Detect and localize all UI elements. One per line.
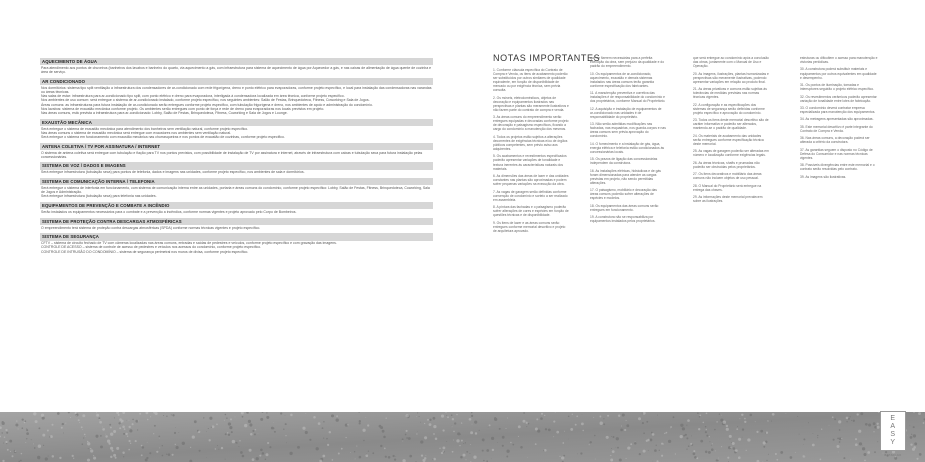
note-paragraph: 39. As imagens são ilustrativas. (800, 174, 847, 179)
note-paragraph: 38. Possíveis divergências entre este memorial e o contrato serão resolvidas pelo contrato. (800, 163, 875, 172)
section-paragraph: O empreendimento terá sistema de proteção contra descargas atmosféricas (SPDA) conforme normas técnicas vigentes e projeto específico. (41, 225, 261, 230)
note-paragraph: 32. Os revestimentos cerâmicos poderão apresentar variação de tonalidade entre lotes de fabricação. (800, 94, 877, 103)
note-paragraph: 34. As metragens apresentadas são aproximadas. (800, 117, 874, 122)
note-paragraph: 6. As dimensões das áreas de lazer e das unidades constantes nas plantas são aproximadas e podem sofrer pequenas variações na execução da obra. (493, 173, 569, 187)
logo-letter: S (890, 431, 896, 438)
section-heading: ANTENA COLETIVA / TV POR ASSINATURA / INTERNET (40, 143, 433, 150)
section-paragraph: Nos ambientes de uso comum: será entregue o sistema de ar-condicionado instalado, conforme projeto específico, nos seguintes ambientes: Salão de Festas, Brinquedoteca, Fitness, Coworking e Sala de Jogos. (41, 98, 370, 103)
section-paragraph: O sistema de antena coletiva será entregue com tubulação e fiação para TV nos pontos previstos, com possibilidade de instalação de TV por assinatura e internet, através de infraestrutura com caixas e tubulação seca para futura instalação pelas concessionárias. (41, 150, 423, 159)
section-heading: SISTEMA DE PROTEÇÃO CONTRA DESCARGAS ATMOSFÉRICAS (40, 218, 433, 225)
section-body (40, 209, 433, 215)
note-paragraph: 3. As áreas comuns do empreendimento serão entregues equipadas e decoradas conforme projeto de decoração e paisagismo específicos, ficando a cargo do condomínio a manutenção dos mesmos. (493, 115, 569, 132)
note-paragraph: 23. Todos os itens deste memorial descritivo são de caráter informativo e poderão ser alterados, mantendo-se o padrão de qualidade. (693, 118, 769, 131)
note-paragraph: 24. Os materiais de acabamento das unidades serão entregues conforme especificação técnica deste memorial. (693, 133, 764, 146)
notes-column-3 (693, 56, 769, 207)
section-paragraph: Será entregue o sistema de interfonia em funcionamento, com sistema de comunicação interna entre as unidades, portaria e áreas comuns do condomínio, conforme projeto específico: Lobby, Salão de Festas, Fitness, Brinquedoteca, Coworking, Sala de Jogos e Administração. (41, 186, 430, 195)
note-paragraph: 9. Os itens de lazer e as áreas comuns serão entregues conforme memorial descritivo e projeto de arquitetura aprovado. (493, 220, 566, 233)
section-paragraph: Áreas comuns: as infraestruturas para futura instalação de ar-condicionado serão entregues conforme projeto específico, com tubulação frigorígena e dreno, nos ambientes de apoio e administração do condomínio. (41, 102, 373, 107)
section-heading: AR CONDICIONADO (40, 78, 433, 85)
section-paragraph: Para atendimento aos pontos de chuveiros (banheiros dos lavabos e banheiro do quarto, via aquecimento a gás, com infraestrutura para sistema de aquecimento de água por Aquecedor a gás, e nas caixas de alimentação de água quente de cozinha e área de serviço. (41, 66, 432, 75)
section-heading: AQUECIMENTO DE ÁGUA (40, 58, 433, 65)
note-paragraph: 14. O fornecimento e a instalação de gás, água, energia elétrica e telefonia estão condicionados às concessionárias locais. (590, 141, 665, 154)
notes-column-4 (800, 56, 878, 182)
section-body (40, 65, 433, 75)
logo-subtitle: BOTAFOGO (884, 454, 902, 457)
notes-column-2 (590, 56, 666, 227)
logo-letter: A (890, 423, 896, 430)
stone-texture-pattern (0, 412, 925, 462)
section-body (40, 85, 433, 116)
note-paragraph: 36. Nas áreas comuns, a decoração poderá ser alterada a critério da construtora. (800, 136, 870, 145)
note-paragraph: 31. Os pontos de iluminação, tomadas e interruptores seguirão o projeto elétrico específico. (800, 83, 875, 92)
note-paragraph: 4. Todos os projetos estão sujeitos a alterações decorrentes de exigências técnicas e/ou de órgãos públicos competentes, sem prévio aviso aos adquirentes. (493, 134, 568, 151)
section-paragraph: Será entregue infraestrutura (tubulação seca) para pontos de telefonia, dados e imagens nas unidades, conforme projeto específico, nos ambientes de sala e dormitórios. (41, 170, 305, 175)
section-paragraph: Nos dormitórios: sistema tipo split ventilação a infraestrutura dos condensadores de ar-condicionado com rede frigorígena, dreno e ponto elétrico para evaporadoras, conforme projeto específico, e local para instalação das condensadoras nas varandas ou áreas técnicas. (41, 85, 432, 94)
section-heading: EXAUSTÃO MECÂNICA (40, 119, 433, 126)
note-paragraph: que se fizerem necessárias para a perfeita execução da obra, sem prejuízo da qualidade e do padrão do empreendimento. (590, 56, 665, 69)
logo-letter: E (890, 415, 896, 422)
section-paragraph: Será entregue o sistema de exaustão mecânica para atendimento dos banheiros sem ventilação natural, conforme projeto específico. (41, 126, 249, 131)
section-paragraph: CONTROLE DE ACESSO – sistema de controle de acesso de pedestres e veículos nos acessos do condomínio, conforme projeto específico. (41, 245, 262, 250)
note-paragraph: 29. As informações deste memorial prevalecem sobre as ilustrações. (693, 195, 763, 204)
notes-title: NOTAS IMPORTANTES (493, 53, 601, 63)
note-paragraph: 19. A construtora não se responsabiliza por equipamentos instalados pelos proprietários. (590, 215, 656, 224)
specification-column (40, 56, 433, 255)
note-paragraph: 30. A construtora poderá substituir materiais e equipamentos por outros equivalentes em qualidade e desempenho. (800, 67, 877, 80)
section-heading: SISTEMA DE SEGURANÇA (40, 233, 433, 240)
note-paragraph: 35. Este memorial descritivo é parte integrante do Contrato de Compra e Venda. (800, 124, 873, 133)
note-paragraph: 16. As instalações elétricas, hidráulicas e de gás foram dimensionadas para atender as cargas previstas em projeto, não sendo permitidas alterações. (590, 168, 661, 185)
note-paragraph: estruturas ou dificultem o acesso para manutenção e vistorias periódicas. (800, 56, 878, 65)
note-paragraph: 7. As vagas de garagem serão definidas conforme convenção de condomínio e sorteio a ser realizado em assembleia. (493, 189, 568, 202)
note-paragraph: 2. Os móveis, eletrodomésticos, objetos de decoração e equipamentos ilustrados nas perspectivas e plantas são meramente ilustrativos e não fazem parte do contrato de compra e venda. (493, 95, 569, 112)
note-paragraph: 20. As imagens, ilustrações, plantas humanizadas e perspectivas são meramente ilustrativas, podendo apresentar variações em relação ao produto final. (693, 71, 769, 84)
note-paragraph: 21. As áreas privativas e comuns estão sujeitas às tolerâncias de medidas previstas nas normas técnicas vigentes. (693, 87, 767, 100)
note-paragraph: 33. O condomínio deverá contratar empresa especializada para manutenção dos equipamentos. (800, 105, 876, 115)
section-body (40, 126, 433, 141)
section-paragraph: Nas áreas comuns o sistema de exaustão mecânica será entregue com exaustores nos ambientes sem ventilação natural. (41, 130, 232, 135)
notes-column-1 (493, 68, 569, 236)
note-paragraph: 12. A aquisição e instalação de equipamentos de ar-condicionado nas unidades é de responsabilidade do proprietário. (590, 106, 662, 119)
note-paragraph: 1. Conforme cláusula específica do Contrato de Compra e Venda, os itens de acabamento poderão ser substituídos por outros similares de qualidade equivalente, em função de disponibilidade de mercado ou por exigência técnica, sem prévia consulta. (493, 68, 568, 93)
note-paragraph: 25. As vagas de garagem poderão ser alteradas em número e localização conforme exigências legais. (693, 149, 769, 158)
note-paragraph: 13. Não serão admitidas modificações nas fachadas, nas esquadrias, nos guarda-corpos e nas áreas comuns sem prévia aprovação do condomínio. (590, 122, 666, 139)
note-paragraph: 37. As garantias seguem o disposto no Código de Defesa do Consumidor e nas normas técnicas vigentes. (800, 147, 873, 160)
note-paragraph: 26. As áreas técnicas, shafts e prumadas não poderão ser obstruídas pelos proprietários. (693, 160, 760, 169)
section-body (40, 170, 433, 176)
note-paragraph: 10. Os equipamentos de ar-condicionado, aquecimento, exaustão e demais sistemas instalados nas áreas comuns terão garantia conforme especificação dos fabricantes. (590, 71, 654, 88)
section-body (40, 185, 433, 200)
note-paragraph: 11. A manutenção preventiva e corretiva das instalações é de responsabilidade do condomínio e dos proprietários, conforme Manual do Proprietário. (590, 91, 666, 104)
section-heading: SISTEMA DE COMUNICAÇÃO INTERNA / TELEFONIA (40, 178, 433, 185)
section-paragraph: Nos lavabos: sistema de exaustão mecânica conforme projeto. Os ambientes serão entregues com ponto de força e rede de dreno para evaporadoras nos locais previstos em projeto. (41, 106, 325, 111)
easy-logo (880, 411, 906, 451)
section-body (40, 241, 433, 256)
section-heading: SISTEMA DE VOZ / DADOS E IMAGENS (40, 162, 433, 169)
note-paragraph: 17. O paisagismo, mobiliário e decoração das áreas comuns poderão sofrer alterações de espécies e modelos. (590, 188, 657, 201)
note-paragraph: que será entregue ao condomínio após a conclusão das obras, juntamente com o Manual de Uso e Operação. (693, 56, 769, 69)
section-paragraph: Será entregue o sistema em funcionamento com exaustão mecânica nas churrasqueiras e nos pontos de exaustão de cozinhas, conforme projeto específico. (41, 135, 285, 140)
note-paragraph: 18. Os equipamentos das áreas comuns serão entregues em funcionamento. (590, 203, 659, 212)
note-paragraph: 5. Os acabamentos e revestimentos especificados poderão apresentar variações de tonalidade e textura inerentes às características naturais dos materiais. (493, 154, 567, 171)
section-paragraph: Nas salas de estar: infraestrutura para ar-condicionado tipo split, com ponto elétrico e dreno para evaporadora, interligada à condensadora localizada em área técnica, conforme projeto específico. (41, 94, 345, 99)
section-body (40, 150, 433, 160)
section-body (40, 225, 433, 231)
section-paragraph: CONTROLE DE INTRUSÃO DO CONDOMÍNIO – sistema de segurança perimetral nos muros de divisa, conforme projeto específico. (41, 249, 249, 254)
note-paragraph: 22. A configuração e as especificações dos sistemas de segurança serão definidas conforme projeto específico e aprovação do condomínio. (693, 102, 765, 115)
note-paragraph: 27. Os itens decorativos e mobiliário das áreas comuns não incluem objetos de uso pessoal. (693, 172, 762, 181)
note-paragraph: 28. O Manual do Proprietário será entregue na entrega das chaves. (693, 183, 762, 192)
section-paragraph: Serão instalados os equipamentos necessários para o combate e a prevenção a incêndios, conforme normas vigentes e projeto aprovado pelo Corpo de Bombeiros. (41, 210, 297, 214)
section-heading: EQUIPAMENTOS DE PREVENÇÃO E COMBATE A INCÊNDIO (40, 202, 433, 209)
section-paragraph: Nas áreas comuns, está prevista a infraestrutura para ar-condicionado: Lobby, Salão de Festas, Brinquedoteca, Fitness, Coworking e Sala de Jogos e Lounge. (41, 111, 288, 116)
note-paragraph: 8. A pintura das fachadas e o paisagismo poderão sofrer alterações de cores e espécies em função de questões técnicas e de disponibilidade. (493, 205, 569, 218)
logo-letter: Y (890, 439, 896, 446)
section-paragraph: Será entregue infraestrutura (tubulação seca) para telefonia nas unidades. (41, 194, 157, 199)
section-paragraph: CFTV – sistema de circuito fechado de TV com câmeras localizadas nas áreas comuns, entradas e saídas de pedestres e veículos, conforme projeto específico e com gravação das imagens. (41, 241, 337, 246)
stone-texture-band (0, 412, 925, 462)
note-paragraph: 15. Os prazos de ligação das concessionárias independem da construtora. (590, 157, 658, 166)
